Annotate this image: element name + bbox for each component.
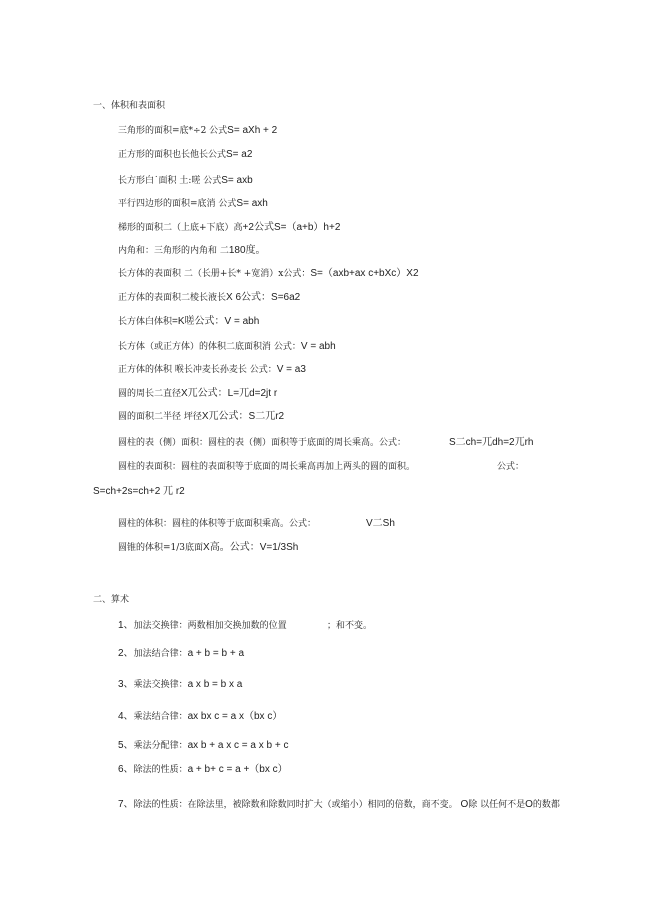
section2-title: 二、算术 bbox=[93, 595, 130, 605]
tail-text-c: O bbox=[525, 799, 533, 810]
item-number: 2、 bbox=[118, 648, 134, 659]
formula-text: V = a3 bbox=[276, 364, 306, 375]
formula-label: 梯形的面积二（上底+下底）高 bbox=[118, 223, 243, 233]
formula-text: S= aXh + 2 bbox=[227, 125, 278, 136]
formula-line-interior-angle bbox=[118, 245, 266, 257]
formula-label: 长方形白˙面积 土:嗟 公式 bbox=[118, 176, 222, 186]
formula-text: S= axb bbox=[221, 175, 253, 186]
formula-line-circle-perimeter bbox=[118, 388, 277, 400]
arith-line-3 bbox=[118, 679, 242, 691]
item-label: 加法结合律： bbox=[133, 649, 188, 659]
formula-line-cube-surface bbox=[118, 292, 300, 304]
formula-cylinder-lateral-right bbox=[449, 437, 534, 449]
formula-cylinder-surface-continuation bbox=[93, 486, 185, 498]
formula-text: X 6公式：S=6a2 bbox=[226, 292, 301, 303]
formula-text: ax bx c = a x（bx c） bbox=[187, 711, 283, 722]
item-number: 4、 bbox=[118, 711, 134, 722]
arith-line-4 bbox=[118, 711, 282, 723]
formula-label: 平行四边形的面积=底消 公式 bbox=[118, 199, 237, 209]
formula-line-circle-area bbox=[118, 411, 284, 423]
formula-text: a + b = b + a bbox=[187, 648, 245, 659]
formula-label: 长方体的表面积 二（长册+长* +宽消）x公式： bbox=[118, 269, 311, 279]
arith-line-2 bbox=[118, 648, 244, 660]
item-label: 除法的性质： bbox=[133, 765, 188, 775]
item-number: 1、 bbox=[118, 620, 134, 631]
formula-text: a x b = b x a bbox=[187, 679, 243, 690]
arith-line-6 bbox=[118, 764, 288, 776]
formula-line-trapezoid bbox=[118, 222, 340, 234]
formula-line-square bbox=[118, 149, 252, 161]
item-label: 乘法结合律： bbox=[133, 712, 188, 722]
formula-text: S=ch+2s=ch+2 兀 r2 bbox=[93, 486, 185, 497]
formula-label: 三角形的面积=底*÷2 公式 bbox=[118, 126, 228, 136]
formula-label: 圆柱的表面积：圆柱的表面积等于底面的周长乘高再加上两头的圆的面积。 bbox=[118, 462, 416, 472]
formula-line-cylinder-lateral bbox=[118, 437, 406, 449]
formula-text: X高。公式：V=1/3Sh bbox=[203, 542, 299, 553]
arith-line-5 bbox=[118, 740, 288, 752]
tail-text-b: 除 以任何不是 bbox=[468, 800, 526, 810]
formula-label: 圆锥的体积=1/3底面 bbox=[118, 543, 204, 553]
formula-line-cylinder-surface bbox=[118, 461, 415, 473]
formula-line-parallelogram bbox=[118, 198, 268, 210]
arith-line-1-tail: ；和不变。 bbox=[327, 621, 373, 631]
formula-line-cuboid-or-cube-volume bbox=[118, 341, 336, 353]
formula-text: X兀公式：L=兀d=2jt r bbox=[181, 388, 278, 399]
formula-text: X兀公式：S二兀r2 bbox=[201, 411, 285, 422]
arith-line-7 bbox=[118, 799, 560, 811]
section1-title: 一、体积和表面积 bbox=[93, 101, 166, 111]
arith-line-1 bbox=[118, 620, 287, 632]
item-number: 3、 bbox=[118, 679, 134, 690]
formula-line-cone-volume bbox=[118, 542, 298, 554]
formula-cylinder-volume-right bbox=[366, 518, 395, 530]
item-number: 5、 bbox=[118, 740, 134, 751]
item-label: 乘法交换律： bbox=[133, 680, 188, 690]
formula-label: 正方体的体积 喉长冲麦长孙麦长 公式： bbox=[118, 365, 277, 375]
formula-text: S= a2 bbox=[226, 149, 253, 160]
item-label: 乘法分配律： bbox=[133, 741, 188, 751]
formula-label: 圆柱的体积：圆柱的体积等于底面积乘高。公式： bbox=[118, 519, 317, 529]
formula-label: 长方体（或正方体）的体积二底面积消 公式： bbox=[118, 342, 301, 352]
formula-text: a + b+ c = a +（bx c） bbox=[187, 764, 288, 775]
formula-label: 圆的面积二半径 坪径 bbox=[118, 412, 202, 422]
formula-label: 正方体的表面积二棱长液长 bbox=[118, 293, 227, 303]
formula-text: S二ch=兀dh=2兀rh bbox=[449, 437, 534, 448]
tail-text-d: 的数都 bbox=[532, 800, 560, 810]
formula-label: 长方体白体积 bbox=[118, 317, 173, 327]
formula-text: ax b + a x c = a x b + c bbox=[187, 740, 289, 751]
formula-line-triangle bbox=[118, 125, 277, 137]
formula-line-cuboid-volume bbox=[118, 316, 259, 328]
formula-line-cuboid-surface bbox=[118, 268, 419, 280]
formula-text: =K嗟公式：V = abh bbox=[172, 316, 260, 327]
tail-text-a: O bbox=[460, 799, 469, 810]
item-number: 7、 bbox=[118, 799, 134, 810]
formula-text: 180度。 bbox=[228, 245, 266, 256]
formula-cylinder-surface-right-label: 公式： bbox=[497, 462, 525, 472]
item-number: 6、 bbox=[118, 764, 134, 775]
formula-text: S=（axb+ax c+bXc）X2 bbox=[310, 268, 419, 279]
item-label: 加法交换律：两数相加交换加数的位置 bbox=[133, 621, 287, 631]
formula-text: V二Sh bbox=[366, 518, 395, 529]
formula-label: 圆的周长二直径 bbox=[118, 389, 182, 399]
formula-text: V = abh bbox=[300, 341, 336, 352]
item-label: 除法的性质：在除法里，被除数和除数同时扩大（或缩小）相同的倍数，商不变。 bbox=[133, 800, 458, 810]
formula-line-cube-volume bbox=[118, 364, 306, 376]
formula-text: S= axh bbox=[236, 198, 268, 209]
formula-text: +2公式S=（a+b）h+2 bbox=[242, 222, 341, 233]
formula-label: 内角和：三角形的内角和 二 bbox=[118, 246, 229, 256]
formula-label: 圆柱的表（侧）面积：圆柱的表（侧）面积等于底面的周长乘高。公式： bbox=[118, 438, 407, 448]
formula-line-rectangle bbox=[118, 175, 253, 187]
formula-label: 正方形的面积也长他长公式 bbox=[118, 150, 227, 160]
formula-line-cylinder-volume bbox=[118, 518, 316, 530]
